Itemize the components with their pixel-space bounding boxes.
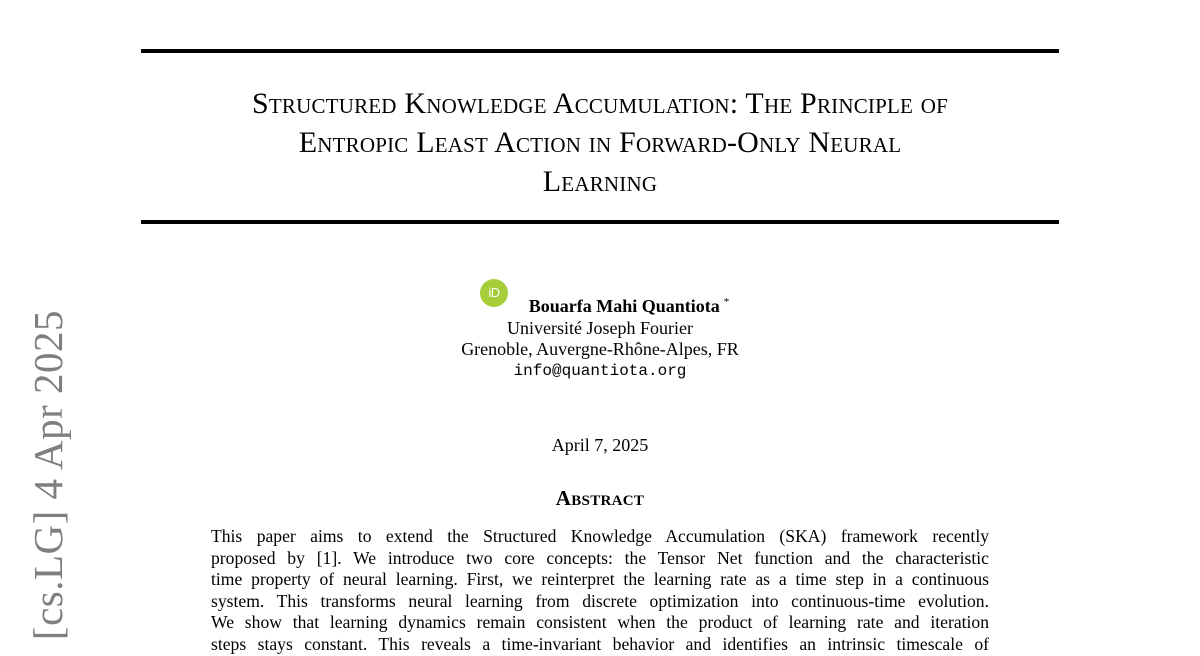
abstract-line: proposed by [1]. We introduce two core concepts: the Tensor Net function and the characteristic — [211, 547, 989, 568]
title-line-3: Learning — [542, 165, 658, 198]
paper-title — [141, 84, 1059, 201]
title-line-1: Structured Knowledge Accumulation: The Principle of — [251, 87, 948, 120]
author-location: Grenoble, Auvergne-Rhône-Alpes, FR — [461, 339, 739, 359]
paper-date: April 7, 2025 — [551, 435, 649, 455]
author-block — [400, 292, 800, 382]
author-name: Bouarfa Mahi Quantiota — [528, 296, 720, 316]
title-top-rule — [141, 49, 1059, 53]
title-line-2: Entropic Least Action in Forward-Only Neural — [298, 126, 902, 159]
abstract-heading: Abstract — [555, 486, 645, 510]
title-bottom-rule — [141, 220, 1059, 224]
abstract-body — [211, 526, 989, 656]
author-footnote-mark: * — [723, 296, 730, 308]
abstract-line: time property of neural learning. First, we reinterpret the learning rate as a time step in a continuous — [211, 569, 989, 590]
arxiv-identifier-stamp: [cs.LG] 4 Apr 2025 — [25, 309, 71, 641]
abstract-line: system. This transforms neural learning from discrete optimization into continuous-time evolution. — [211, 590, 989, 611]
author-email[interactable]: info@quantiota.org — [513, 361, 687, 380]
author-affiliation: Université Joseph Fourier — [507, 317, 693, 338]
orcid-icon[interactable]: iD — [480, 279, 508, 307]
author-name-line — [400, 292, 800, 318]
abstract-line: steps stays constant. This reveals a time-invariant behavior and identifies an intrinsic timescale of — [211, 633, 989, 654]
abstract-line: We show that learning dynamics remain consistent when the product of learning rate and iteration — [211, 612, 989, 633]
abstract-line: This paper aims to extend the Structured Knowledge Accumulation (SKA) framework recently — [211, 526, 989, 546]
